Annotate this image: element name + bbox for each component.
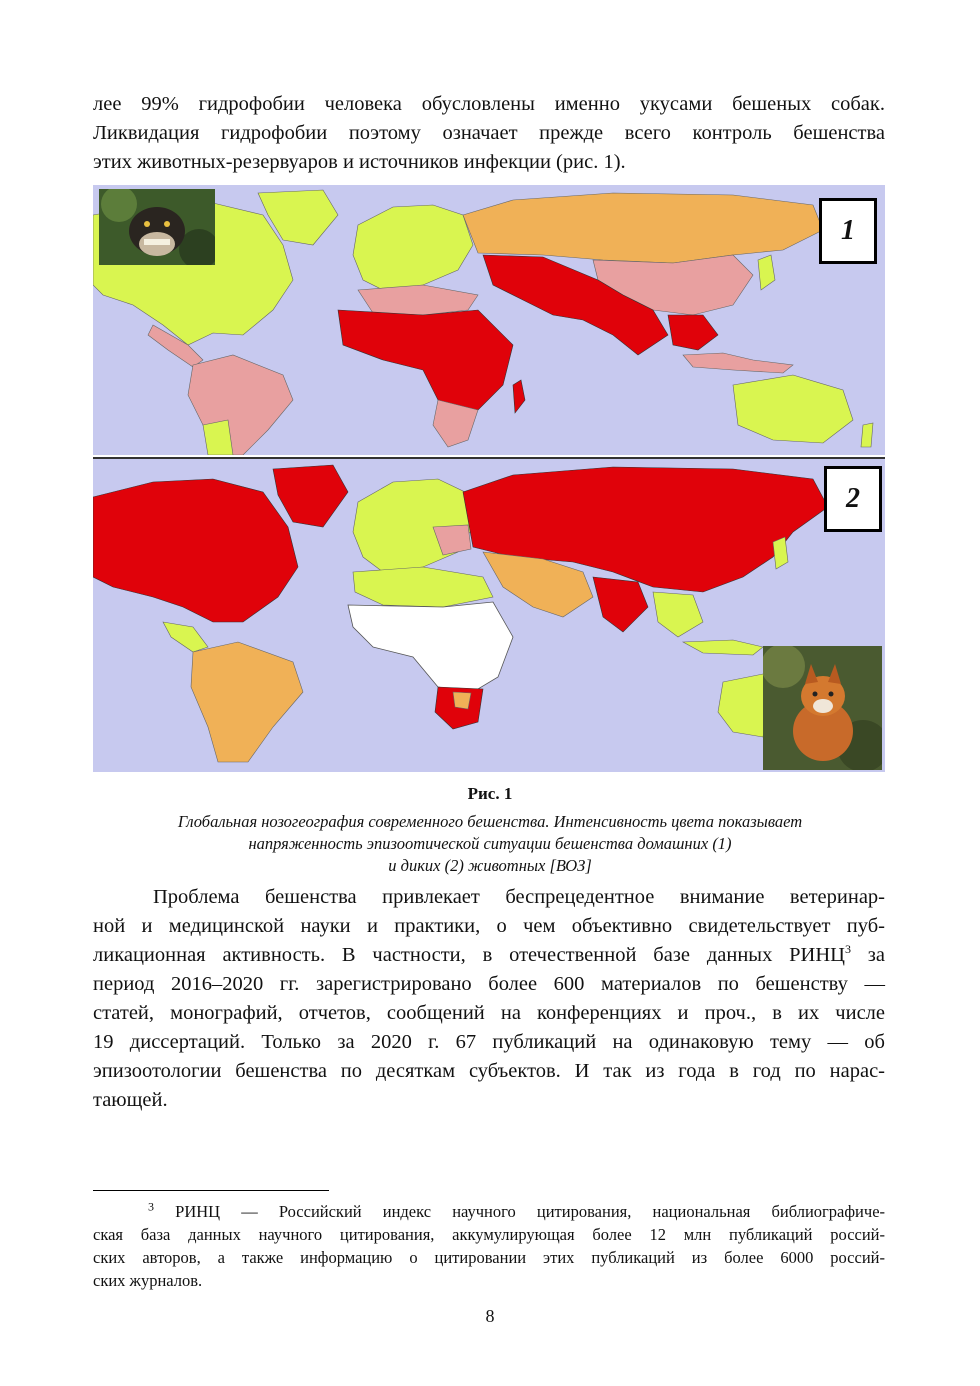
footnote bbox=[93, 1200, 885, 1292]
caption-line: и диких (2) животных [ВОЗ] bbox=[388, 856, 592, 875]
intro-paragraph bbox=[93, 90, 885, 177]
text-line: ских журналов. bbox=[93, 1271, 203, 1290]
region-southern-africa-inner bbox=[453, 692, 471, 709]
text-line: этих животных-резервуаров и источников инфекции (рис. 1). bbox=[93, 151, 626, 173]
region-new-zealand bbox=[861, 423, 873, 447]
text-line: Проблема бешенства привлекает беспрецедентное внимание ветеринар- bbox=[153, 886, 885, 908]
text-line: ной и медицинской науки и практики, о чем объективно свидетельствует пуб- bbox=[93, 915, 885, 937]
text-line: тающей. bbox=[93, 1089, 168, 1111]
figure-rabies-maps bbox=[93, 185, 885, 772]
text-line bbox=[93, 1200, 885, 1223]
map-1-label: 1 bbox=[819, 198, 877, 264]
text-line bbox=[93, 941, 885, 970]
text-line: 19 диссертаций. Только за 2020 г. 67 публикаций на одинаковую тему — об bbox=[93, 1031, 885, 1053]
text-line: ская база данных научного цитирования, аккумулирующая более 12 млн публикаций россий- bbox=[93, 1225, 885, 1244]
caption-line: Глобальная нозогеография современного бешенства. Интенсивность цвета показывает bbox=[177, 812, 803, 831]
caption-line: напряженность эпизоотической ситуации бешенства домашних (1) bbox=[248, 834, 732, 853]
fox-photo bbox=[763, 646, 882, 770]
dog-photo bbox=[99, 189, 215, 265]
text-line: ских авторов, а также информацию о цитировании этих публикаций из более 6000 россий- bbox=[93, 1248, 885, 1267]
footnote-reference: 3 bbox=[844, 942, 851, 957]
text-segment: РИНЦ — Российский индекс научного цитирования, национальная библиографиче- bbox=[175, 1202, 886, 1221]
page-number: 8 bbox=[485, 1306, 495, 1326]
figure-title: Рис. 1 bbox=[467, 784, 513, 803]
text-line: лее 99% гидрофобии человека обусловлены именно укусами бешеных собак. bbox=[93, 93, 885, 115]
map-2-label: 2 bbox=[824, 466, 882, 532]
text-line: эпизоотологии бешенства по десяткам субъектов. И так из года в год по нарас- bbox=[93, 1060, 885, 1082]
text-segment: за bbox=[850, 944, 885, 966]
region-south-america-south bbox=[203, 420, 233, 455]
body-paragraph bbox=[93, 883, 885, 1115]
footnote-separator bbox=[93, 1190, 329, 1191]
text-line: Ликвидация гидрофобии поэтому означает прежде всего контроль бешенства bbox=[93, 122, 885, 144]
figure-caption bbox=[130, 811, 850, 877]
text-segment: ликационная активность. В частности, в отечественной базе данных РИНЦ bbox=[93, 944, 845, 966]
text-line: статей, монографий, отчетов, сообщений на конференциях и проч., в их числе bbox=[93, 1002, 885, 1024]
footnote-number: 3 bbox=[148, 1199, 154, 1214]
text-line: период 2016–2020 гг. зарегистрировано более 600 материалов по бешенству — bbox=[93, 973, 885, 995]
